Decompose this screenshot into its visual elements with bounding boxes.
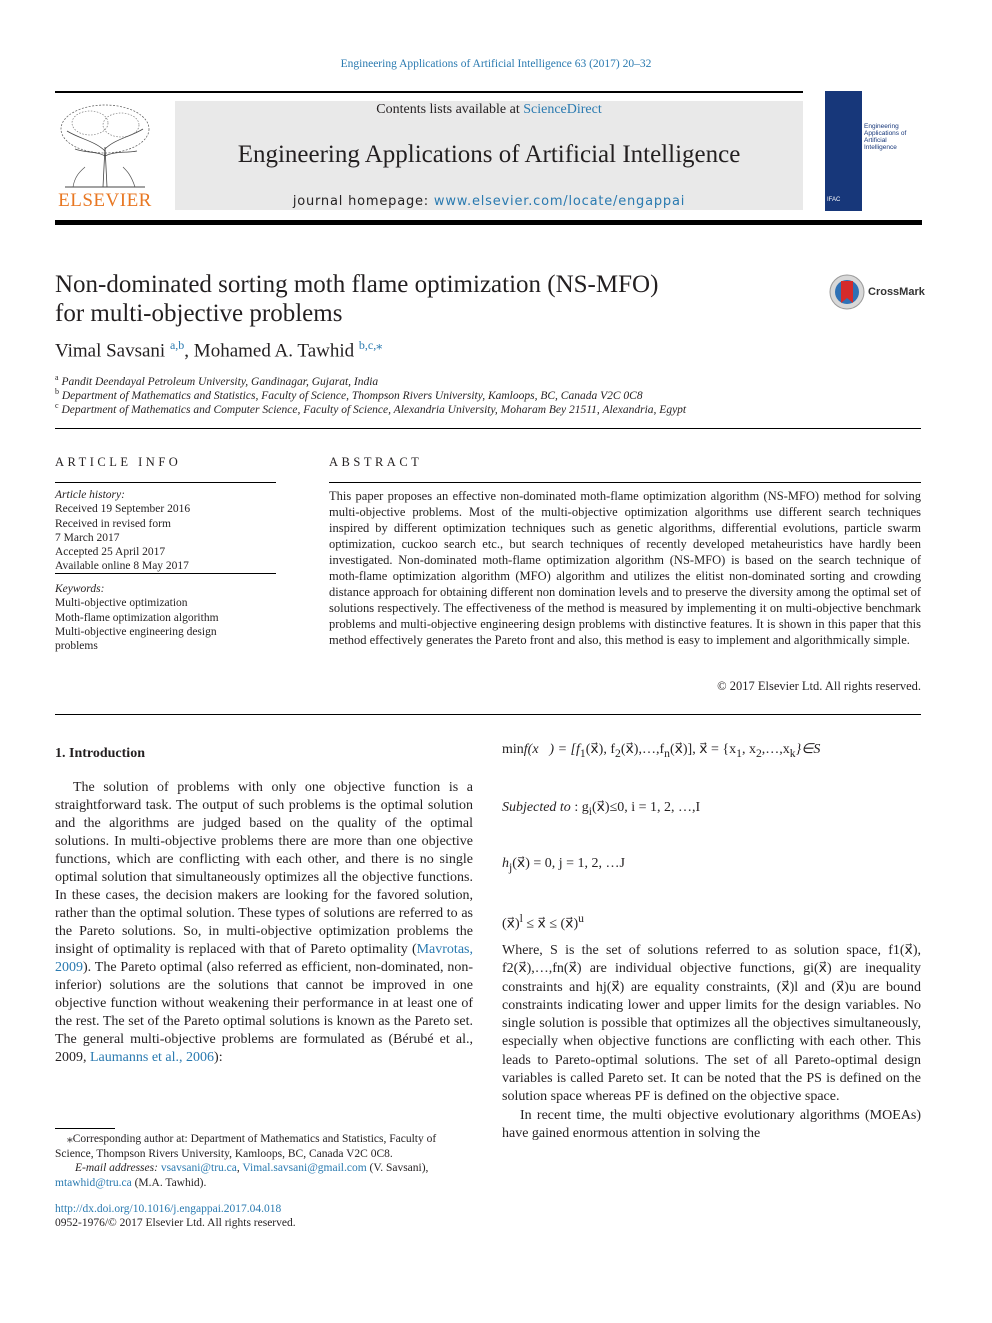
intro-text-a: The solution of problems with only one objective function is a straightforward task. The output of such problems is the optimal solution and the algorithms are judged based on the quality of the optimal solutions. In multi-objective problems there are more than one objective functions, which are conflicting with each other, and there is no single optimal solution that simultaneously optimizes all the objective functions. In these cases, the decision makers are looking for the favored solution, rather than the optimal solution. These types of solutions are referred to as the Pareto solutions. So, in multi-objective optimization problems the insight of optimality is replaced with that of Pareto optimality ( — [55, 780, 473, 957]
history-revised-date: 7 March 2017 — [55, 531, 120, 544]
affiliation-a-text: Pandit Deendayal Petroleum University, Gandinagar, Gujarat, India — [61, 375, 379, 388]
affiliation-a-mark: a — [55, 373, 59, 382]
eq-subject-label: Subjected to — [502, 800, 571, 815]
affiliation-c-mark: c — [55, 401, 59, 410]
email-link-2[interactable]: Vimal.savsani@gmail.com — [242, 1162, 367, 1174]
eq-f: f(x⃗) = [f — [523, 742, 580, 757]
author-2-affil[interactable]: b,c,⁎ — [358, 338, 383, 352]
eq-sup: l — [519, 912, 523, 925]
issn-line: 0952-1976/© 2017 Elsevier Ltd. All rights reserved. — [55, 1217, 296, 1229]
column2-body — [502, 942, 921, 1143]
header-rule-heavy — [55, 220, 922, 225]
history-online: Available online 8 May 2017 — [55, 560, 189, 573]
journal-homepage — [175, 194, 803, 209]
author-1[interactable]: Vimal Savsani — [55, 340, 166, 362]
abstract-heading: ABSTRACT — [329, 455, 423, 469]
citation-link-laumanns[interactable]: Laumanns et al., 2006 — [90, 1050, 215, 1065]
keyword: Multi-objective engineering design — [55, 625, 217, 638]
history-accepted: Accepted 25 April 2017 — [55, 546, 166, 559]
email-addresses — [55, 1161, 473, 1190]
article-title-line2: for multi-objective problems — [55, 300, 343, 327]
eq-part: , x — [741, 742, 756, 757]
eq-part: ≤ x⃗ ≤ (x⃗) — [522, 916, 579, 932]
crossmark-icon — [829, 274, 865, 310]
cover-badge: IFAC — [827, 197, 841, 203]
article-history — [55, 488, 276, 574]
article-info-heading: ARTICLE INFO — [55, 455, 182, 469]
intro-text-b: ). The Pareto optimal (also referred as efficient, non-dominated, non-inferior) solutions are the solutions that cannot be improved in one objective function without weakening their performance in at least one of the rest. The set of the Pareto optimal solutions is known as the Pareto set. The general multi-objective problems are formulated as (Bérubé et al., 2009, — [55, 960, 473, 1065]
eq-sup: u — [578, 912, 584, 925]
introduction-body — [55, 779, 473, 1067]
history-label: Article history: — [55, 489, 125, 501]
history-rule — [55, 573, 276, 574]
abstract-copyright: © 2017 Elsevier Ltd. All rights reserved. — [717, 679, 921, 693]
crossmark-label: CrossMark — [868, 286, 925, 298]
keyword: Moth-flame optimization algorithm — [55, 611, 219, 624]
header-rule-top — [55, 91, 803, 93]
eq-part: }∈S — [795, 742, 821, 757]
corresponding-author-note: ⁎Corresponding author at: Department of Mathematics and Statistics, Faculty of Science, Thompson Rivers University, Kamloops, BC, Canada V2C 0C8. — [55, 1133, 437, 1160]
cover-title: Engineering Applications of Artificial Intelligence — [864, 123, 907, 151]
eq-h: h — [502, 856, 509, 871]
footnote-rule — [55, 1128, 115, 1129]
eq-sub: 1 — [736, 746, 742, 760]
author-2[interactable]: Mohamed A. Tawhid — [193, 340, 355, 362]
column2-paragraph: In recent time, the multi objective evolutionary algorithms (MOEAs) have gained enormous attention in solving the — [502, 1107, 921, 1141]
eq-sub: 2 — [615, 746, 621, 760]
affiliation-b-text: Department of Mathematics and Statistics, Faculty of Science, Thompson Rivers University, Kamloops, BC, Canada V2C 0C8 — [61, 389, 643, 402]
eq-sub: 1 — [579, 746, 586, 760]
eq-sub: i — [588, 804, 592, 818]
eq-sub: n — [664, 746, 670, 760]
equation-objective — [502, 741, 820, 760]
keyword: problems — [55, 640, 98, 653]
equation-bounds — [502, 912, 584, 933]
column2-paragraph: Where, S is the set of solutions referred to as solution space, f1(x⃗), f2(x⃗),…,fn(x⃗) are individual objective functions, gi(x⃗) are inequality constraints and hj(x⃗) are equality constraints, (x⃗)l and (x⃗)u are bound constraints indicating lower and upper limits for the design variables. No single solution is possible that optimizes all the objectives simultaneously, especially when objective functions are conflicting with each other. This leads to Pareto-optimal solutions. The set of all Pareto-optimal design variables is called Pareto set. It can be noted that the PS is defined on the solution space whereas PF is defined on the objective space. — [502, 943, 921, 1105]
divider-after-affiliations — [55, 428, 921, 429]
affiliation-b — [55, 387, 643, 402]
journal-title: Engineering Applications of Artificial Intelligence — [237, 141, 741, 168]
eq-part: (x⃗) — [502, 916, 520, 932]
divider-after-abstract — [55, 714, 921, 715]
contents-prefix: Contents lists available at — [376, 102, 524, 117]
citation-link-mavrotas[interactable]: Mavrotas, 2009 — [55, 942, 473, 975]
article-info-rule — [55, 482, 276, 483]
elsevier-tree-logo-icon — [55, 101, 155, 189]
eq-part: (x⃗), f — [585, 742, 615, 757]
eq-part: ,…,x — [761, 742, 790, 757]
author-1-affil[interactable]: a,b — [169, 338, 185, 352]
equation-inequality — [502, 799, 700, 818]
homepage-prefix: journal homepage: — [292, 194, 434, 209]
email-link-1[interactable]: vsavsani@tru.ca — [160, 1162, 237, 1174]
history-revised: Received in revised form — [55, 517, 171, 530]
email-label: E-mail addresses: — [75, 1162, 161, 1174]
eq-part: : g — [570, 800, 589, 815]
keywords-block — [55, 582, 276, 653]
article-title — [55, 270, 775, 328]
author-separator: , — [184, 340, 194, 362]
affiliation-c — [55, 401, 686, 416]
crossmark-badge[interactable] — [829, 274, 929, 312]
journal-citation[interactable]: Engineering Applications of Artificial Intelligence 63 (2017) 20–32 — [340, 58, 652, 70]
journal-cover-thumbnail — [825, 91, 922, 211]
eq-part: (x⃗) = 0, j = 1, 2, …J — [512, 856, 625, 871]
elsevier-wordmark: ELSEVIER — [58, 190, 152, 211]
affiliation-b-mark: b — [55, 387, 59, 396]
eq-part: (x⃗)≤0, i = 1, 2, …,I — [591, 800, 701, 815]
intro-paragraph — [55, 779, 473, 1067]
author-line — [55, 338, 382, 362]
eq-sub: k — [789, 746, 796, 760]
section-heading-introduction: 1. Introduction — [55, 746, 145, 761]
email-link-3[interactable]: mtawhid@tru.ca — [55, 1176, 132, 1189]
eq-sub: j — [509, 860, 513, 874]
email-owner-2: (M.A. Tawhid). — [131, 1176, 207, 1189]
email-separator: , — [236, 1162, 243, 1174]
eq-sub: 2 — [755, 746, 762, 760]
abstract-rule — [329, 482, 921, 483]
intro-text-c: ): — [214, 1050, 223, 1065]
keywords-label: Keywords: — [55, 583, 105, 595]
sciencedirect-link[interactable]: ScienceDirect — [523, 102, 602, 117]
homepage-link[interactable]: www.elsevier.com/locate/engappai — [433, 194, 686, 209]
abstract-text: This paper proposes an effective non-dominated moth-flame optimization algorithm (NS-MFO) method for solving multi-objective problems. Most of the multi-objective optimization algorithms use different search techniques inspired by different optimization techniques such as genetic algorithms, differential evolutions, particle swarm optimization, cuckoo search etc., but search techniques of recently developed metaheuristics have hardly been investigated. Non-dominated moth-flame optimization algorithm (NS-MFO) is based on the search technique of moth-flame optimization algorithm (MFO) algorithm and utilizes the elitist non-dominated sorting and crowding distance approach for obtaining different non domination levels and to preserve the diversity among the optimal set of solutions respectively. The effectiveness of the method is measured by implementing it on multi-objective benchmark problems and multi-objective engineering design problems with distinctive features. It is shown in this paper that this method effectively generates the Pareto front and also, this method is easy to implement and algorithmically simple. — [329, 489, 921, 647]
eq-min: min — [502, 742, 524, 757]
history-received: Received 19 September 2016 — [55, 503, 191, 516]
doi-link[interactable]: http://dx.doi.org/10.1016/j.engappai.2017.04.018 — [55, 1203, 282, 1215]
eq-part: (x⃗),…,f — [620, 742, 665, 757]
affiliation-a — [55, 373, 378, 388]
keyword: Multi-objective optimization — [55, 597, 188, 610]
equation-equality — [502, 855, 625, 874]
email-owner-1: (V. Savsani), — [366, 1162, 429, 1174]
affiliation-c-text: Department of Mathematics and Computer Science, Faculty of Science, Alexandria University, Moharam Bey 21511, Alexandria, Egypt — [61, 403, 687, 416]
eq-part: (x⃗)], x⃗ = {x — [669, 742, 737, 757]
article-title-line1: Non-dominated sorting moth flame optimization (NS-MFO) — [55, 271, 659, 298]
contents-line — [175, 102, 803, 118]
